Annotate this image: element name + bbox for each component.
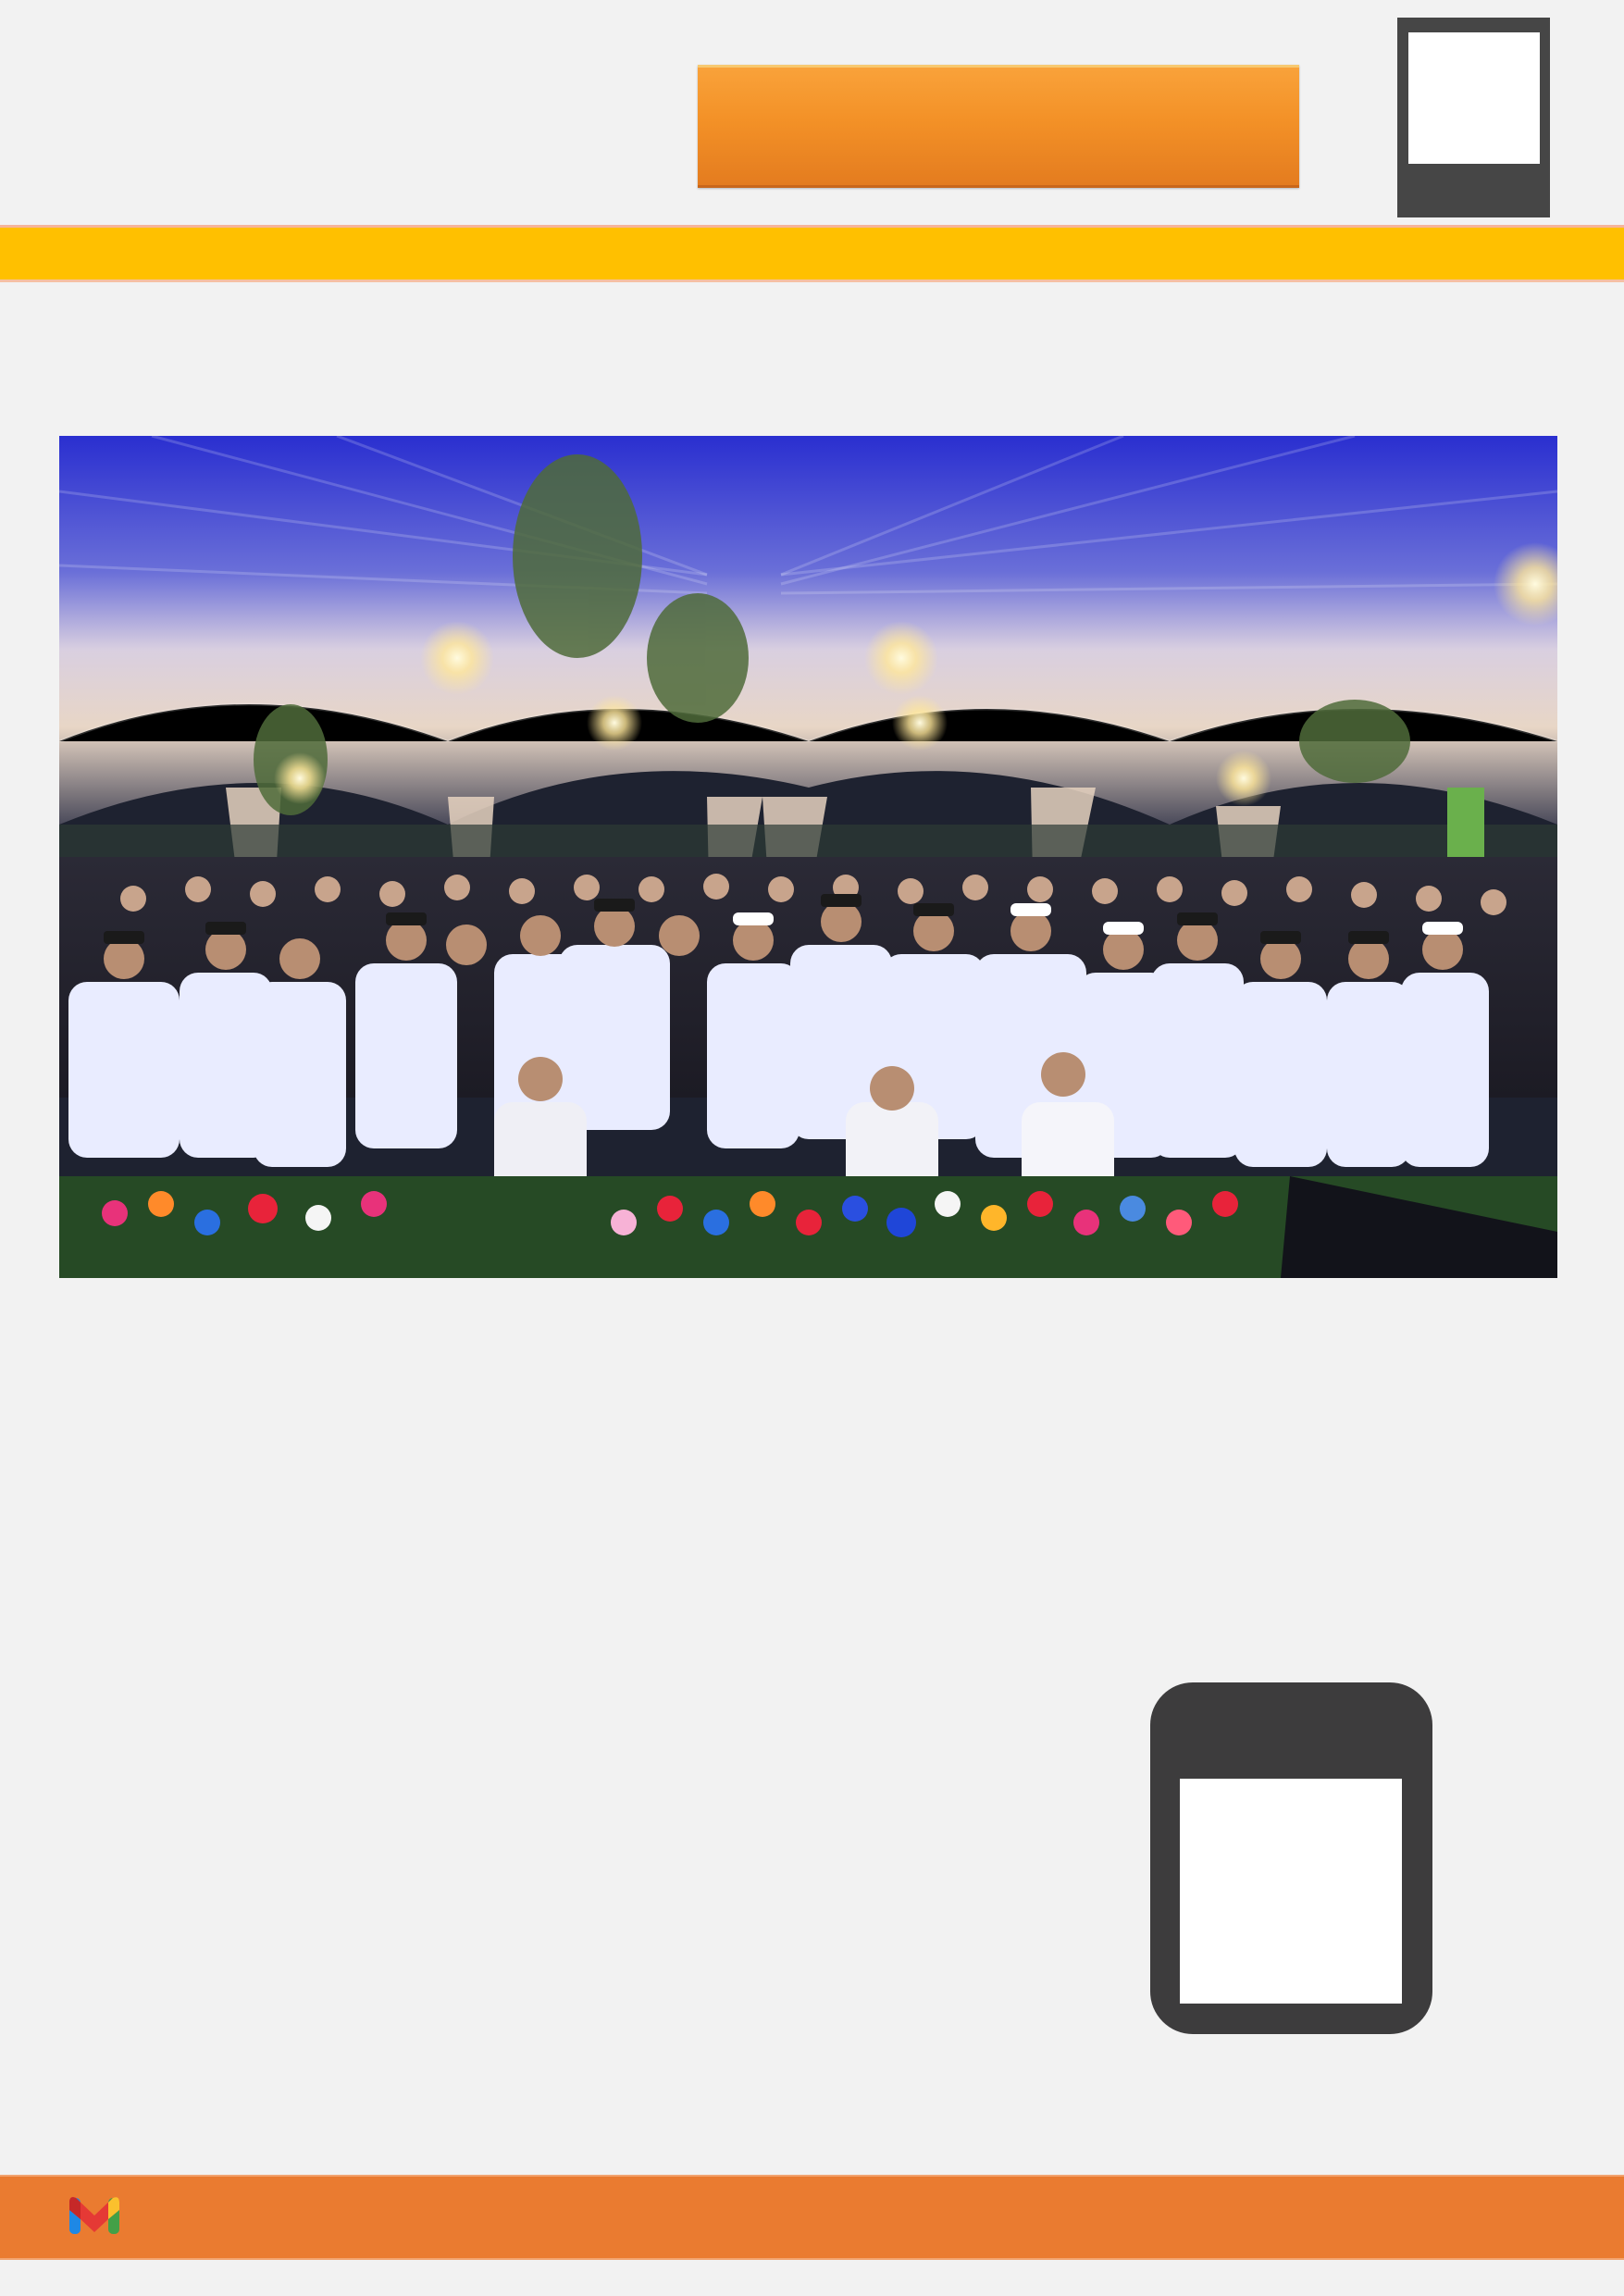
banner-text: [51, 236, 69, 277]
footer-bar: [0, 2175, 1624, 2260]
read-more-qr-card[interactable]: [1150, 1682, 1432, 2034]
qr-code-icon[interactable]: [1408, 32, 1540, 164]
logo-orange-box: [698, 65, 1299, 188]
gmail-icon: [69, 2195, 119, 2234]
scan-me-qr-box[interactable]: [1397, 18, 1550, 217]
article-photo: [59, 436, 1557, 1278]
article-column-2: [589, 1287, 1033, 1304]
qr-code-icon[interactable]: [1180, 1779, 1402, 2004]
article-column-1: [68, 1287, 559, 1304]
article-column-3: [1057, 1287, 1565, 1304]
section-banner: [0, 225, 1624, 282]
